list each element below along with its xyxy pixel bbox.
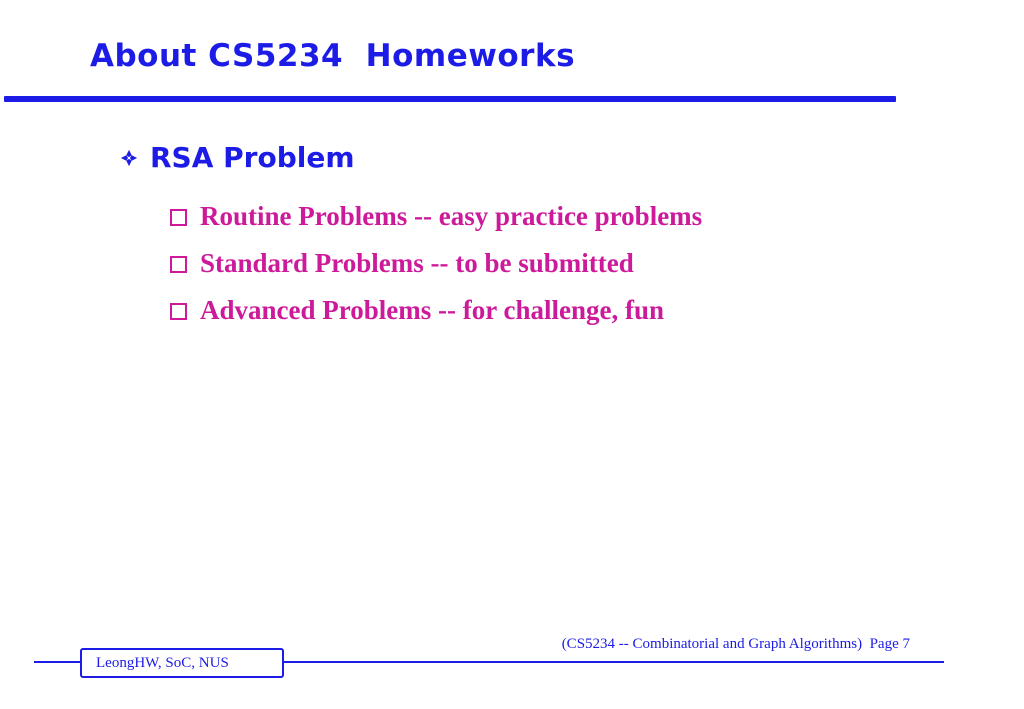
sub-item	[170, 240, 702, 287]
bullet-rsa-problem	[120, 141, 355, 174]
title-underline	[4, 96, 896, 102]
sub-item-text: Routine Problems -- easy practice problems	[200, 201, 703, 231]
sub-item	[170, 287, 702, 334]
footer-author-box	[80, 648, 284, 678]
footer-course-page	[562, 636, 910, 653]
footer-course: (CS5234 -- Combinatorial and Graph Algorithms)	[561, 636, 863, 652]
sub-item-text: Standard Problems -- to be submitted	[200, 248, 634, 278]
footer-rule-left	[34, 661, 80, 663]
bullet-text: RSA Problem	[150, 141, 355, 174]
footer-rule-right	[284, 661, 944, 663]
sub-item	[170, 193, 702, 240]
square-bullet-icon	[170, 256, 187, 273]
diamond-bullet-icon	[120, 149, 138, 167]
sub-item-list	[170, 193, 702, 334]
page-number: Page 7	[869, 636, 910, 652]
slide-title: About CS5234 Homeworks	[90, 38, 576, 74]
sub-item-text: Advanced Problems -- for challenge, fun	[200, 295, 664, 325]
square-bullet-icon	[170, 303, 187, 320]
footer-author: LeongHW, SoC, NUS	[96, 654, 229, 671]
square-bullet-icon	[170, 209, 187, 226]
